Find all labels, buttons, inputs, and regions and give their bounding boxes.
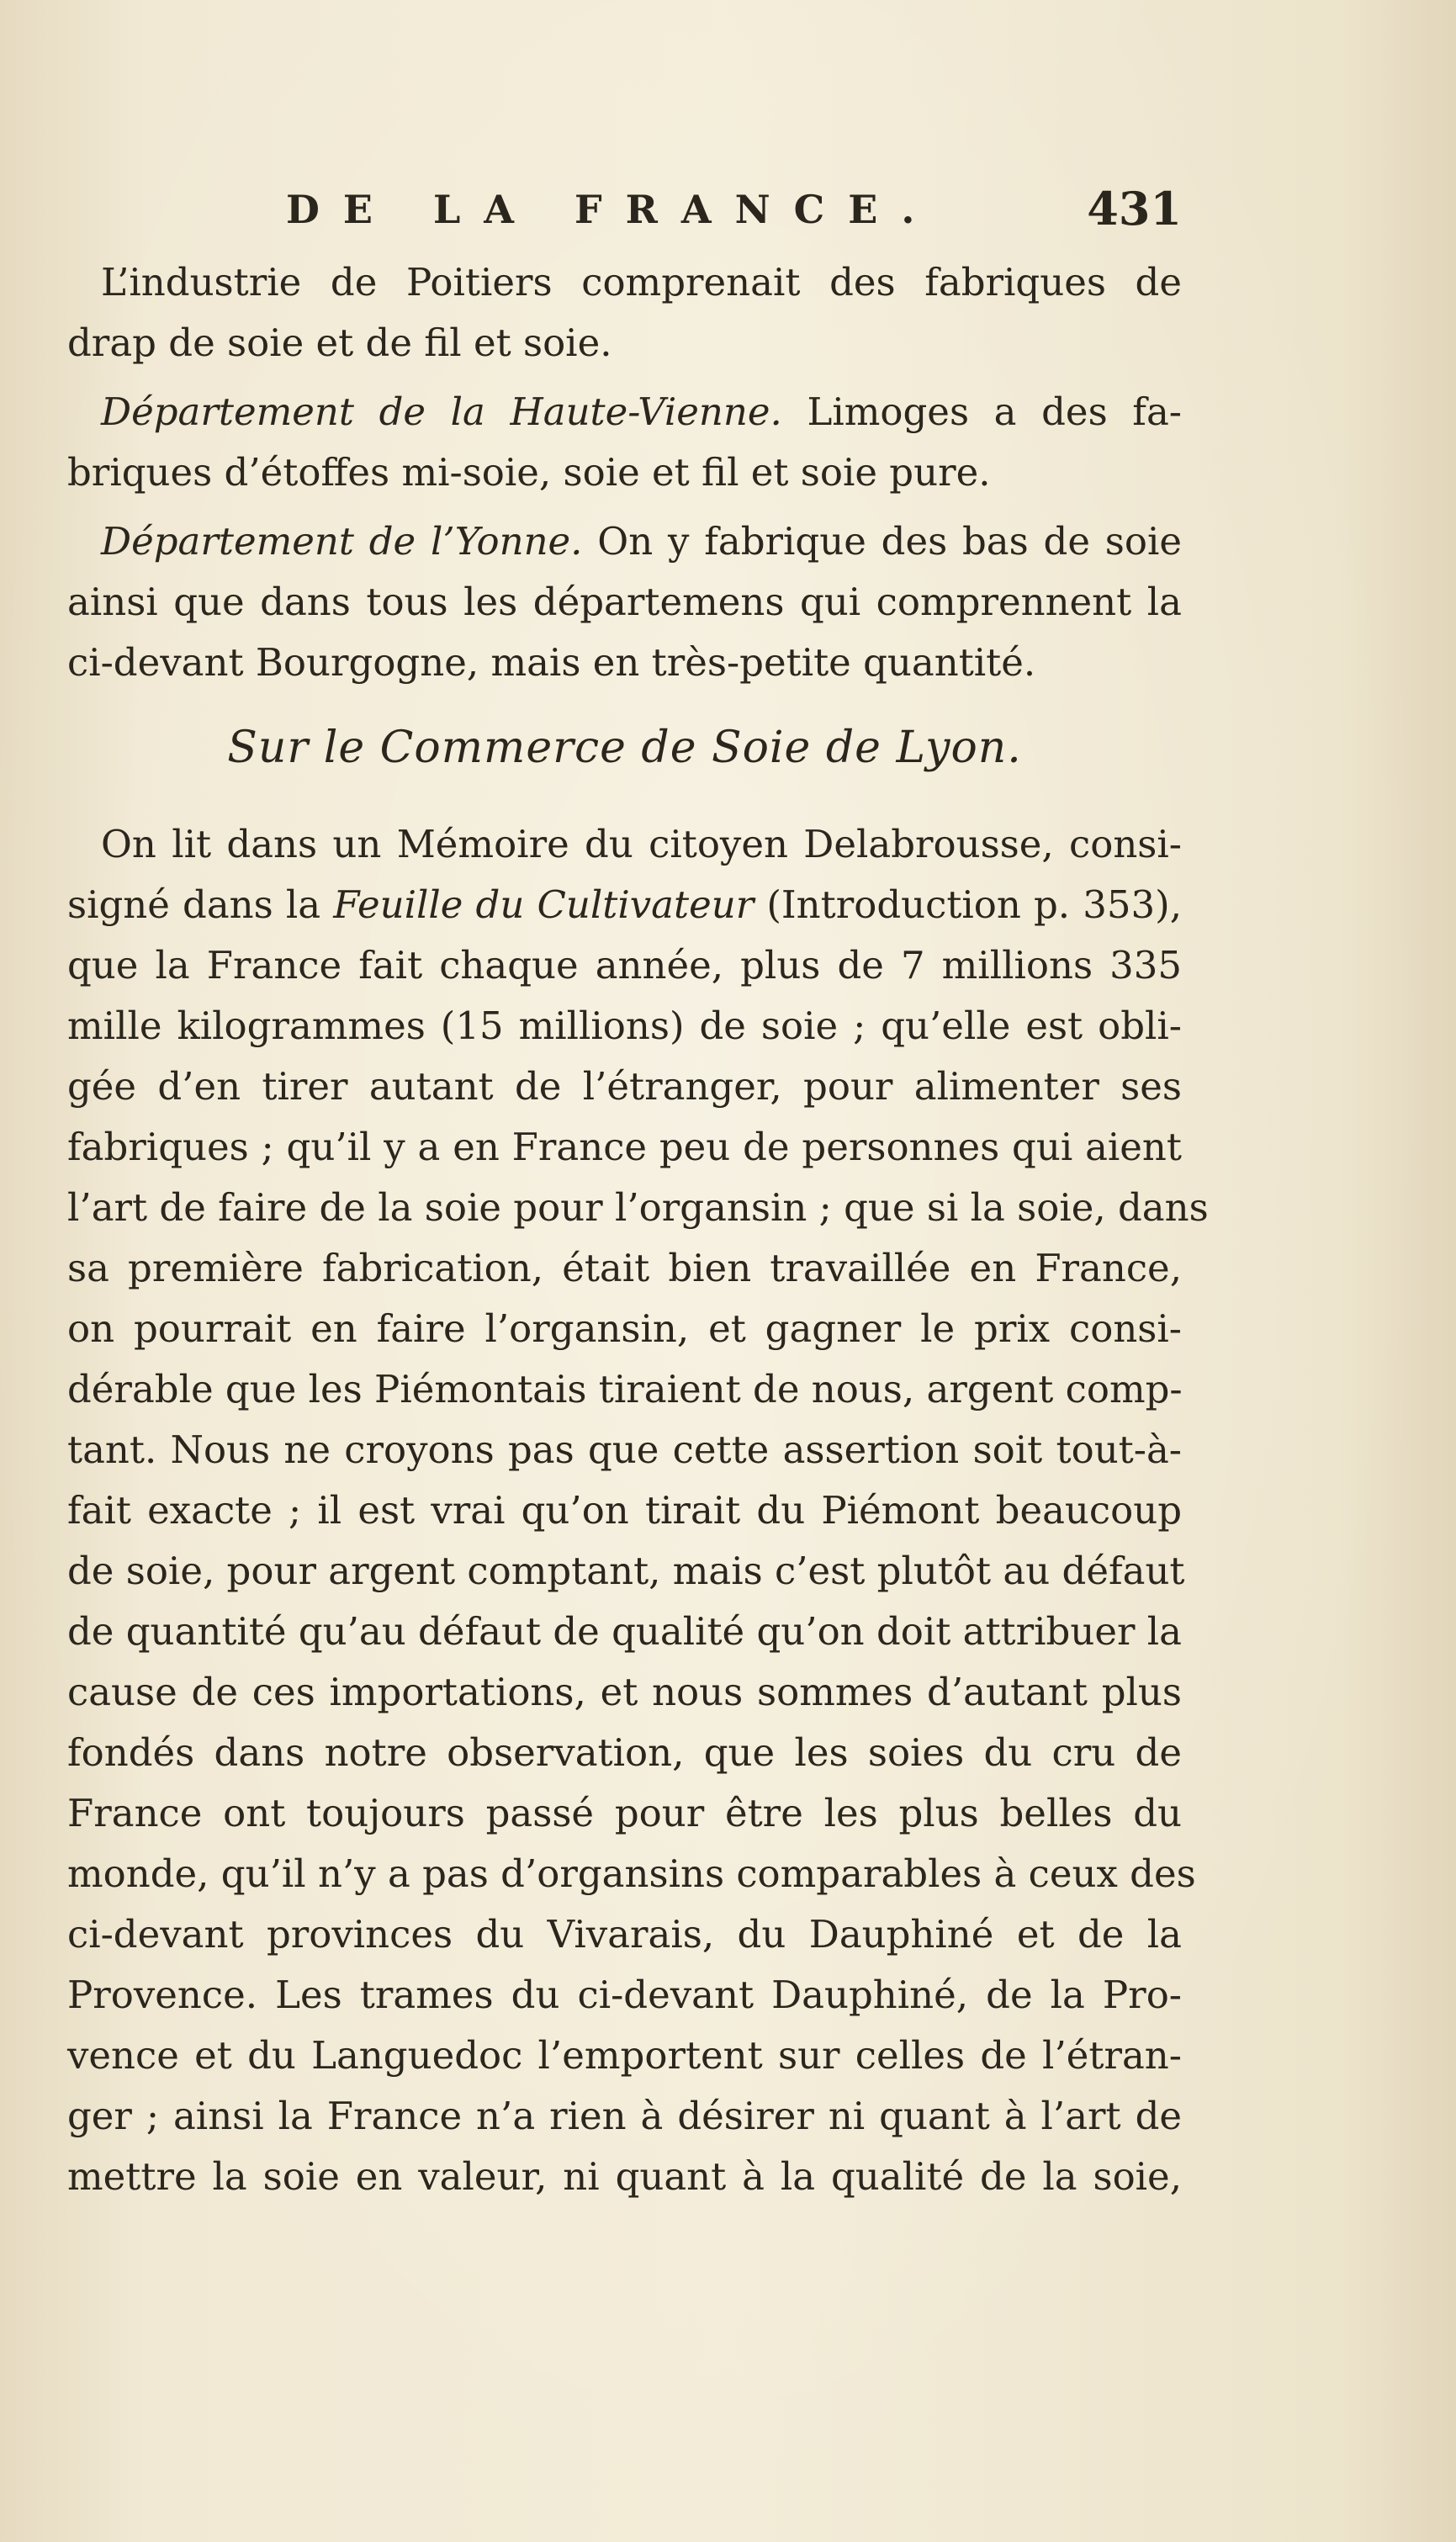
- text-line: L’industrie de Poitiers comprenait des fabriques de: [101, 260, 1182, 305]
- main-text: [67, 252, 1209, 2216]
- text-line: vence et du Languedoc l’emportent sur celles de l’étran-: [67, 2033, 1182, 2078]
- paragraph-poitiers: [67, 252, 1182, 373]
- text-line: [67, 382, 1182, 442]
- page-header: [67, 182, 1182, 246]
- paragraph-yonne: [67, 511, 1182, 693]
- text-line: de soie, pour argent comptant, mais c’est plutôt au défaut: [67, 1549, 1185, 1593]
- text-line: Provence. Les trames du ci-devant Dauphiné, de la Pro-: [67, 1973, 1182, 2017]
- text-line: mille kilogrammes (15 millions) de soie ; qu’elle est obli-: [67, 1004, 1182, 1048]
- text-line: [67, 875, 1182, 935]
- text-line: ainsi que dans tous les départemens qui comprennent la: [67, 580, 1182, 624]
- text-line: mettre la soie en valeur, ni quant à la qualité de la soie,: [67, 2154, 1182, 2199]
- text-line: monde, qu’il n’y a pas d’organsins comparables à ceux des: [67, 1851, 1196, 1896]
- running-head: DE LA FRANCE.: [286, 187, 939, 232]
- text-line: fondés dans notre observation, que les soies du cru de: [67, 1730, 1182, 1775]
- text-line: fabriques ; qu’il y a en France peu de personnes qui aient: [67, 1125, 1182, 1169]
- text-line: ger ; ainsi la France n’a rien à désirer ni quant à l’art de: [67, 2094, 1182, 2138]
- text-line: ci-devant Bourgogne, mais en très-petite quantité.: [67, 640, 1036, 685]
- text-line: [67, 511, 1182, 572]
- text-line: tant. Nous ne croyons pas que cette assertion soit tout-à-: [67, 1427, 1182, 1472]
- text-line: de quantité qu’au défaut de qualité qu’on doit attribuer la: [67, 1609, 1182, 1654]
- text-line: cause de ces importations, et nous sommes d’autant plus: [67, 1670, 1182, 1714]
- paragraph-commerce-lyon: [67, 814, 1209, 2207]
- text-run: (Introduction p. 353),: [754, 882, 1182, 927]
- text-run: On y fabrique des bas de soie: [582, 519, 1182, 564]
- page-number: 431: [1087, 182, 1182, 236]
- text-line: On lit dans un Mémoire du citoyen Delabrousse, consi-: [101, 822, 1182, 866]
- text-line: l’art de faire de la soie pour l’organsin ; que si la soie, dans: [67, 1185, 1209, 1230]
- text-line: drap de soie et de fil et soie.: [67, 320, 612, 365]
- text-line: ci-devant provinces du Vivarais, du Dauphiné et de la: [67, 1912, 1182, 1957]
- text-line: fait exacte ; il est vrai qu’on tirait du Piémont beaucoup: [67, 1488, 1182, 1533]
- text-line: dérable que les Piémontais tiraient de nous, argent comp-: [67, 1367, 1183, 1411]
- section-title: Sur le Commerce de Soie de Lyon.: [227, 723, 1022, 773]
- text-line: France ont toujours passé pour être les plus belles du: [67, 1791, 1182, 1835]
- publication-title: Feuille du Cultivateur: [333, 882, 754, 927]
- department-name: Département de l’Yonne.: [101, 519, 583, 564]
- text-line: que la France fait chaque année, plus de 7 millions 335: [67, 943, 1182, 988]
- paragraph-haute-vienne: [67, 382, 1182, 503]
- text-line: briques d’étoffes mi-soie, soie et fil et soie pure.: [67, 450, 991, 495]
- text-run: Limoges a des fa-: [781, 389, 1182, 434]
- department-name: Département de la Haute-Vienne.: [101, 389, 782, 434]
- text-run: signé dans la: [67, 882, 334, 927]
- text-line: sa première fabrication, était bien travaillée en France,: [67, 1246, 1182, 1290]
- text-line: on pourrait en faire l’organsin, et gagner le prix consi-: [67, 1306, 1182, 1351]
- text-line: gée d’en tirer autant de l’étranger, pour alimenter ses: [67, 1064, 1182, 1109]
